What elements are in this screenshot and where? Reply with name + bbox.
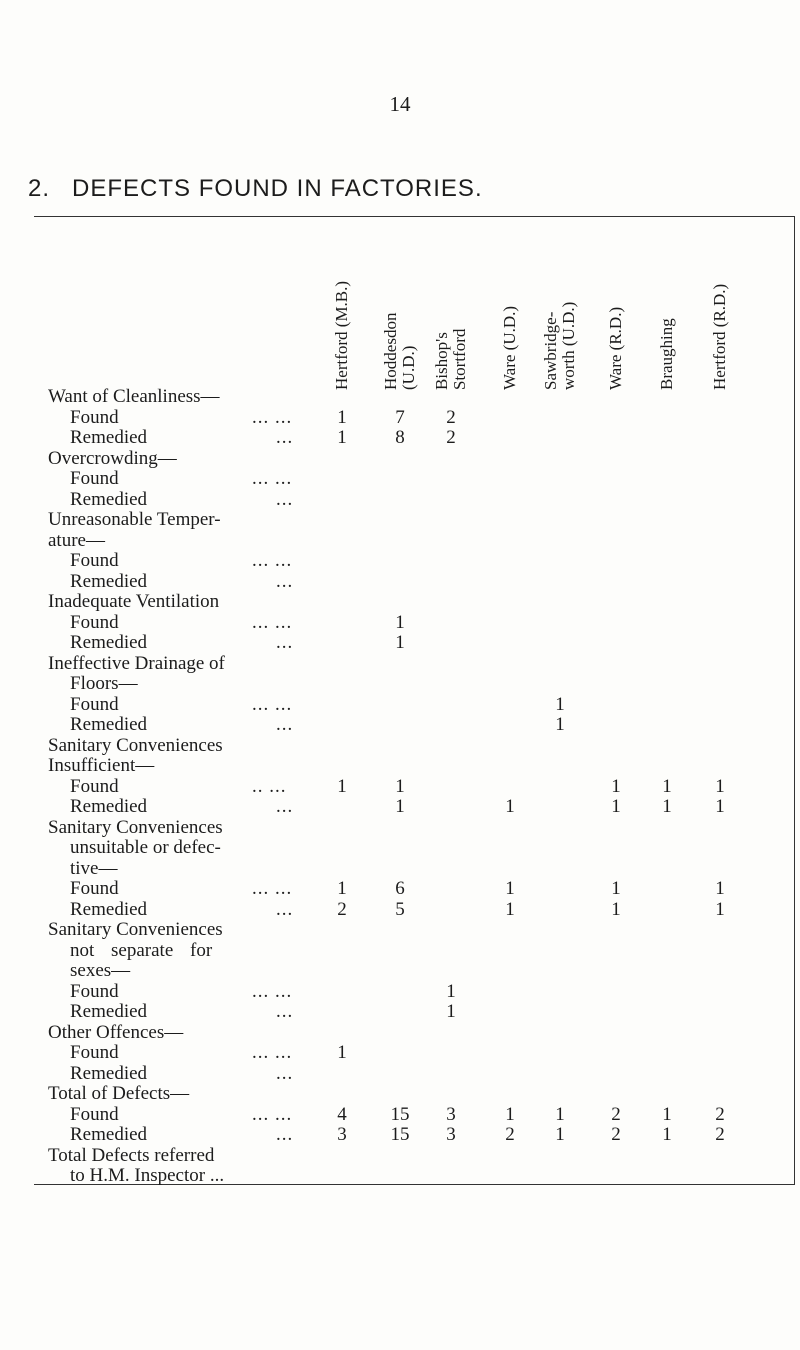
table-cell: 1 [505,796,515,817]
table-cell: 3 [446,1103,456,1125]
table-cell: 1 [555,1124,565,1145]
column-header: Hertford (R.D.) [710,283,729,390]
row-label: unsuitable or defec- [70,837,221,858]
column-header: Hertford (M.B.) [332,280,351,390]
row-label: Remedied [70,1001,148,1022]
row-label: Remedied [70,714,148,735]
table-cell: 1 [505,1103,515,1125]
row-label: not separate for [70,939,213,961]
row-label: Remedied [70,427,148,448]
column-header: Hoddesdon (U.D.) [381,312,418,390]
leader-dots: ... [276,1124,294,1145]
table-cell: 7 [395,406,405,428]
row-label: Remedied [70,796,148,817]
table-top-rule [34,216,794,217]
table-cell: 1 [446,1001,456,1022]
row-label: Found [70,611,119,633]
table-cell: 1 [555,693,565,715]
leader-dots: ... [276,632,294,653]
leader-dots: ... [276,1062,294,1084]
table-cell: 1 [611,775,621,797]
row-label: Remedied [70,1124,148,1145]
row-label: Remedied [70,632,148,653]
table-cell: 1 [611,898,621,920]
title-number: 2. [28,175,51,202]
table-cell: 3 [446,1124,456,1145]
table-cell: 1 [337,1042,347,1063]
table-cell: 8 [395,427,405,448]
row-label: Remedied [70,488,148,510]
row-label: to H.M. Inspector ... [70,1165,225,1186]
table-cell: 1 [337,406,347,428]
table-cell: 2 [446,427,456,448]
table-cell: 1 [662,775,672,797]
table-cell: 1 [555,714,565,735]
column-header: Ware (R.D.) [606,306,625,390]
table-cell: 2 [611,1103,621,1125]
table-cell: 1 [715,775,725,797]
table-cell: 1 [505,898,515,920]
table-cell: 4 [337,1103,347,1125]
table-cell: 1 [662,1103,672,1125]
row-label: Total Defects referred [48,1144,215,1166]
table-cell: 1 [715,898,725,920]
row-label: Total of Defects— [48,1083,190,1104]
row-label: Remedied [70,898,148,920]
leader-dots: ... [276,427,294,448]
row-label: Unreasonable Temper- [48,509,221,530]
leader-dots: ... [276,796,294,817]
row-label: Floors— [70,673,138,694]
table-cell: 5 [395,898,405,920]
column-header: Braughing [657,318,676,390]
row-label: Want of Cleanliness— [48,386,220,407]
row-label: sexes— [70,960,131,981]
leader-dots: ... [276,488,294,510]
row-label: Found [70,980,119,1002]
leader-dots: .. ... [252,775,287,797]
table-cell: 15 [390,1103,410,1125]
table-cell: 1 [446,980,456,1002]
table-cell: 15 [390,1124,410,1145]
table-cell: 2 [715,1103,725,1125]
row-label: Overcrowding— [48,447,177,469]
row-label: Found [70,693,119,715]
column-header: Ware (U.D.) [500,305,519,390]
table-cell: 1 [395,775,405,797]
leader-dots: ... ... [252,1042,293,1063]
title-text: DEFECTS FOUND IN FACTORIES. [72,175,483,202]
leader-dots: ... [276,1001,294,1022]
leader-dots: ... ... [252,878,293,899]
column-header: Sawbridge- worth (U.D.) [541,301,578,390]
row-label: Remedied [70,1062,148,1084]
table-cell: 2 [715,1124,725,1145]
table-cell: 1 [715,796,725,817]
row-label: Sanitary Conveniences [48,816,223,838]
row-label: Found [70,1042,119,1063]
leader-dots: ... ... [252,550,293,571]
leader-dots: ... ... [252,468,293,489]
leader-dots: ... ... [252,406,293,428]
table-cell: 2 [505,1124,515,1145]
row-label: tive— [70,857,118,879]
row-label: Found [70,878,119,899]
table-cell: 1 [505,878,515,899]
table-cell: 1 [337,878,347,899]
leader-dots: ... [276,898,294,920]
row-label: Ineffective Drainage of [48,652,225,674]
row-label: Sanitary Conveniences [48,734,223,756]
page-title [28,175,483,203]
table-cell: 2 [611,1124,621,1145]
leader-dots: ... ... [252,611,293,633]
row-label: Found [70,468,119,489]
row-label: Insufficient— [48,755,155,776]
table-cell: 1 [395,611,405,633]
table-cell: 2 [446,406,456,428]
row-label: Inadequate Ventilation [48,591,220,612]
table-cell: 1 [337,427,347,448]
row-label: Found [70,550,119,571]
leader-dots: ... ... [252,693,293,715]
row-label: Sanitary Conveniences [48,919,223,940]
table-cell: 6 [395,878,405,899]
leader-dots: ... ... [252,1103,293,1125]
leader-dots: ... [276,570,294,592]
table-cell: 1 [662,796,672,817]
page-number: 14 [389,92,411,116]
table-cell: 1 [611,878,621,899]
leader-dots: ... ... [252,980,293,1002]
table-cell: 1 [611,796,621,817]
row-label: Found [70,775,119,797]
row-label: Found [70,406,119,428]
table-cell: 1 [395,632,405,653]
table-cell: 3 [337,1124,347,1145]
table-cell: 1 [395,796,405,817]
table-cell: 1 [555,1103,565,1125]
row-label: Found [70,1103,119,1125]
table-cell: 1 [337,775,347,797]
row-label: ature— [48,529,105,551]
row-label: Remedied [70,570,148,592]
leader-dots: ... [276,714,294,735]
column-header: Bishop's Stortford [432,328,469,390]
row-label: Other Offences— [48,1021,184,1043]
table-cell: 1 [662,1124,672,1145]
table-cell: 1 [715,878,725,899]
table-row [0,1165,800,1191]
table-cell: 2 [337,898,347,920]
